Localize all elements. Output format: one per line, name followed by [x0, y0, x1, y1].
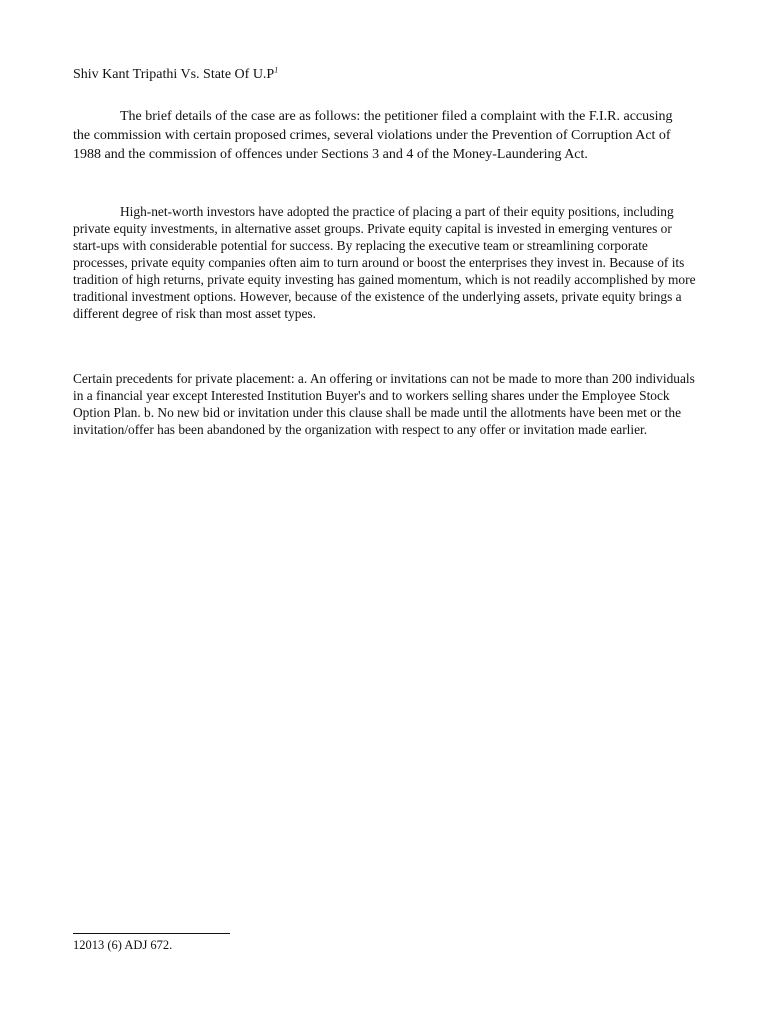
paragraph-case-details: The brief details of the case are as follows: the petitioner filed a complaint with the F.I.R. accusing the commission with certain proposed crimes, several violations under the Prevention of Corruption Act of 1988 and the commission of offences under Sections 3 and 4 of the Money-Laundering Act.: [73, 109, 673, 162]
case-title: [73, 66, 278, 84]
paragraph-private-placement: Certain precedents for private placement: a. An offering or invitations can not be made to more than 200 individuals in a financial year except Interested Institution Buyer's and to workers selling shares under the Employee Stock Option Plan. b. No new bid or invitation under this clause shall be made until the allotments have been met or the invitation/offer has been abandoned by the organization with respect to any offer or invitation made earlier.: [73, 371, 695, 437]
footnote-text: 12013 (6) ADJ 672.: [73, 938, 173, 952]
footnote-separator: [73, 933, 230, 934]
paragraph-private-equity: High-net-worth investors have adopted the practice of placing a part of their equity positions, including private equity investments, in alternative asset groups. Private equity capital is invested in emerging ventures or start-ups with considerable potential for success. By replacing the executive team or streamlining corporate processes, private equity companies often aim to turn around or boost the enterprises they invest in. Because of its tradition of high returns, private equity investing has gained momentum, which is not readily accomplished by more traditional investment options. However, because of the existence of the underlying assets, private equity brings a different degree of risk than most asset types.: [73, 204, 696, 321]
footnote-reference: 1: [274, 65, 279, 75]
case-title-text: Shiv Kant Tripathi Vs. State Of U.P: [73, 67, 275, 82]
